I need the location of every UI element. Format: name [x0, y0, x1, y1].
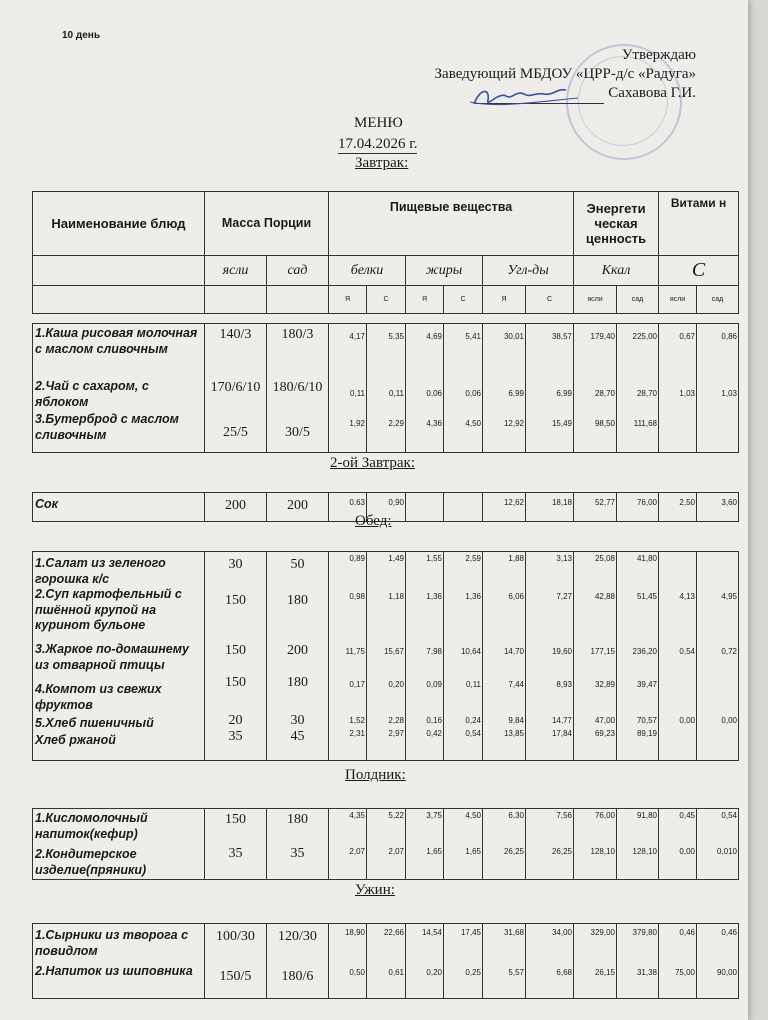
nutrient-value: 5,35 [388, 332, 404, 341]
nutrient-value: 0,010 [716, 847, 737, 856]
portion-yasli: 35 [228, 846, 243, 861]
nutrient-value: 1,18 [388, 592, 404, 601]
portion-yasli: 150/5 [219, 969, 252, 984]
col-1 [205, 493, 267, 522]
nutrient-value: 0,72 [721, 647, 737, 656]
nutrient-value: 75,00 [674, 968, 695, 977]
nutrient-value: 0,00 [721, 716, 737, 725]
col-6 [444, 809, 483, 880]
nutrient-value: 128,10 [632, 847, 657, 856]
nutrient-value: 0,11 [350, 389, 365, 398]
nutrient-value: 2,50 [679, 498, 695, 507]
nutrient-value: 34,00 [551, 928, 572, 937]
nutrient-value: 0,86 [721, 332, 737, 341]
meal-table-4 [32, 923, 739, 999]
header-belki: белки [329, 256, 406, 286]
nutrient-value: 3,60 [721, 498, 737, 507]
nutrient-value: 0,50 [349, 968, 365, 977]
menu-title: МЕНЮ [354, 115, 403, 131]
approve-line-3: Сахавова Г.И. [608, 85, 696, 101]
nutrient-value: 22,66 [383, 928, 404, 937]
nutrient-value: 39,47 [636, 680, 657, 689]
dish-name: 5.Хлеб пшеничный [35, 716, 154, 730]
header-empty [33, 256, 205, 286]
nutrient-value: 6,30 [508, 811, 524, 820]
col-9 [574, 493, 617, 522]
col-0 [33, 324, 205, 453]
nutrient-value: 4,50 [465, 811, 481, 820]
nutrient-value: 2,28 [388, 716, 404, 725]
col-1 [205, 324, 267, 453]
dish-name: 2.Суп картофельный с пшённой крупой на куриноm бульоне [35, 587, 182, 632]
handwritten-signature [466, 82, 586, 112]
nutrient-value: 0,06 [426, 389, 442, 398]
header-ugl-s: С [526, 286, 574, 314]
nutrient-value: 76,00 [636, 498, 657, 507]
portion-sad: 200 [287, 498, 308, 513]
nutrient-value: 4,36 [426, 419, 442, 428]
table-row [33, 924, 739, 999]
nutrient-value: 329,00 [590, 928, 615, 937]
col-8 [526, 924, 574, 999]
portion-yasli: 35 [228, 729, 243, 744]
nutrient-value: 4,95 [721, 592, 737, 601]
col-4 [367, 924, 406, 999]
nutrient-value: 28,70 [594, 389, 615, 398]
portion-sad: 180/3 [281, 327, 314, 342]
nutrient-value: 1,03 [679, 389, 695, 398]
approve-line-1: Утверждаю [621, 47, 696, 63]
nutrient-value: 0,90 [388, 498, 404, 507]
portion-sad: 180 [287, 812, 308, 827]
portion-sad: 45 [290, 729, 305, 744]
table-row [33, 809, 739, 880]
nutrient-value: 89,19 [636, 729, 657, 738]
header-belki-s: С [367, 286, 406, 314]
portion-yasli: 150 [225, 593, 246, 608]
nutrient-value: 98,50 [594, 419, 615, 428]
nutrient-value: 2,07 [388, 847, 404, 856]
portion-yasli: 100/30 [216, 929, 255, 944]
col-12 [697, 552, 739, 761]
nutrient-value: 7,98 [426, 647, 442, 656]
portion-yasli: 200 [225, 498, 246, 513]
dish-name: 3.Жаркое по-домашнему из отварной птицы [35, 642, 189, 672]
portion-yasli: 140/3 [219, 327, 252, 342]
col-9 [574, 552, 617, 761]
dish-name: 1.Кисломолочный напиток(кефир) [35, 811, 148, 841]
nutrient-value: 1,52 [349, 716, 365, 725]
nutrient-value: 0,67 [679, 332, 695, 341]
menu-date: 17.04.2026 г. [338, 136, 418, 152]
nutrient-value: 4,17 [349, 332, 365, 341]
portion-sad: 50 [290, 557, 305, 572]
col-7 [483, 809, 526, 880]
nutrient-value: 225,00 [632, 332, 657, 341]
header-vitamins: Витами н [659, 192, 739, 256]
nutrient-value: 0,00 [679, 847, 695, 856]
nutrient-value: 0,54 [721, 811, 737, 820]
nutrient-value: 4,13 [679, 592, 695, 601]
nutrient-value: 1,88 [508, 554, 524, 563]
header-name: Наименование блюд [33, 192, 205, 256]
nutrient-value: 18,18 [551, 498, 572, 507]
nutrient-value: 52,77 [594, 498, 615, 507]
nutrient-value: 8,93 [556, 680, 572, 689]
col-11 [659, 552, 697, 761]
nutrient-value: 14,54 [421, 928, 442, 937]
nutrient-value: 1,36 [465, 592, 481, 601]
nutrient-value: 0,17 [349, 680, 365, 689]
nutrient-value: 76,00 [594, 811, 615, 820]
meal-title-4: Ужин: [355, 882, 395, 898]
portion-yasli: 20 [228, 713, 243, 728]
nutrient-value: 1,55 [426, 554, 442, 563]
nutrient-value: 5,22 [388, 811, 404, 820]
col-11 [659, 924, 697, 999]
portion-yasli: 150 [225, 643, 246, 658]
nutrient-value: 177,15 [590, 647, 615, 656]
day-label: 10 день [62, 30, 100, 41]
col-7 [483, 324, 526, 453]
col-5 [406, 552, 444, 761]
dish-name: 1.Каша рисовая молочная с маслом сливочным [35, 326, 198, 356]
portion-sad: 30 [290, 713, 305, 728]
meal-title-0: Завтрак: [355, 155, 409, 171]
nutrient-value: 128,10 [590, 847, 615, 856]
col-5 [406, 493, 444, 522]
col-6 [444, 493, 483, 522]
nutrient-value: 42,88 [594, 592, 615, 601]
portion-yasli: 150 [225, 812, 246, 827]
nutrient-value: 0,24 [465, 716, 481, 725]
col-1 [205, 924, 267, 999]
portion-yasli: 25/5 [223, 425, 248, 440]
portion-sad: 180/6/10 [272, 380, 323, 395]
header-empty-3 [205, 286, 267, 314]
nutrient-value: 7,56 [556, 811, 572, 820]
nutrient-value: 0,09 [426, 680, 442, 689]
header-energy: Энергети ческая ценность [574, 192, 659, 256]
col-0 [33, 493, 205, 522]
col-4 [367, 552, 406, 761]
nutrient-value: 19,60 [551, 647, 572, 656]
header-kcal-sad: сад [617, 286, 659, 314]
nutrient-value: 4,50 [465, 419, 481, 428]
nutrient-value: 26,25 [503, 847, 524, 856]
portion-sad: 30/5 [285, 425, 310, 440]
nutrient-value: 26,25 [551, 847, 572, 856]
nutrient-value: 26,15 [594, 968, 615, 977]
col-12 [697, 809, 739, 880]
nutrient-value: 90,00 [716, 968, 737, 977]
portion-yasli: 150 [225, 675, 246, 690]
portion-yasli: 170/6/10 [210, 380, 261, 395]
col-5 [406, 809, 444, 880]
meal-title-2: Обед: [355, 513, 392, 529]
col-5 [406, 324, 444, 453]
nutrient-value: 0,46 [721, 928, 737, 937]
dish-name: 2.Напиток из шиповника [35, 964, 193, 978]
col-4 [367, 324, 406, 453]
nutrient-value: 0,25 [465, 968, 481, 977]
nutrient-value: 0,00 [679, 716, 695, 725]
nutrient-value: 0,46 [679, 928, 695, 937]
table-row [33, 324, 739, 453]
nutrient-value: 3,13 [556, 554, 572, 563]
header-yasli: ясли [205, 256, 267, 286]
dish-name: Сок [35, 497, 58, 511]
nutrient-value: 12,62 [503, 498, 524, 507]
nutrient-value: 17,45 [460, 928, 481, 937]
header-zhiry-s: С [444, 286, 483, 314]
col-0 [33, 552, 205, 761]
col-7 [483, 552, 526, 761]
header-mass: Масса Порции [205, 192, 329, 256]
meal-table-0 [32, 323, 739, 453]
nutrient-value: 111,68 [633, 419, 657, 428]
col-1 [205, 552, 267, 761]
nutrient-value: 13,85 [503, 729, 524, 738]
header-belki-ya: Я [329, 286, 367, 314]
nutrient-value: 31,38 [636, 968, 657, 977]
col-3 [329, 809, 367, 880]
nutrient-value: 14,70 [503, 647, 524, 656]
nutrient-value: 7,27 [556, 592, 572, 601]
col-2 [267, 493, 329, 522]
nutrient-value: 0,61 [388, 968, 404, 977]
col-8 [526, 809, 574, 880]
col-6 [444, 324, 483, 453]
col-10 [617, 324, 659, 453]
col-8 [526, 324, 574, 453]
nutrient-value: 28,70 [636, 389, 657, 398]
nutrient-value: 1,03 [721, 389, 737, 398]
nutrient-value: 3,75 [426, 811, 442, 820]
approve-line-2: Заведующий МБДОУ «ЦРР-д/с «Радуга» [434, 66, 696, 82]
meal-title-3: Полдник: [345, 767, 406, 783]
portion-sad: 180/6 [281, 969, 314, 984]
nutrient-value: 1,49 [388, 554, 404, 563]
nutrient-value: 41,80 [636, 554, 657, 563]
nutrient-value: 0,54 [679, 647, 695, 656]
header-kcal: Ккал [574, 256, 659, 286]
nutrient-value: 0,16 [426, 716, 442, 725]
dish-name: 2.Кондитерское изделие(пряники) [35, 847, 147, 877]
header-empty-2 [33, 286, 205, 314]
header-c-sad: сад [697, 286, 739, 314]
nutrient-value: 14,77 [551, 716, 572, 725]
header-empty-4 [267, 286, 329, 314]
nutrient-value: 0,63 [349, 498, 365, 507]
col-9 [574, 809, 617, 880]
nutrient-value: 0,54 [465, 729, 481, 738]
nutrient-value: 2,59 [465, 554, 481, 563]
nutrient-value: 0,98 [349, 592, 365, 601]
table-row [33, 552, 739, 761]
header-c-yasli: ясли [659, 286, 697, 314]
header-zhiry: жиры [406, 256, 483, 286]
nutrient-value: 30,01 [503, 332, 524, 341]
col-0 [33, 809, 205, 880]
col-9 [574, 924, 617, 999]
col-11 [659, 493, 697, 522]
header-zhiry-ya: Я [406, 286, 444, 314]
col-12 [697, 924, 739, 999]
col-3 [329, 552, 367, 761]
meal-table-3 [32, 808, 739, 880]
col-10 [617, 809, 659, 880]
nutrient-value: 6,99 [508, 389, 524, 398]
nutrient-value: 6,99 [556, 389, 572, 398]
nutrient-value: 47,00 [594, 716, 615, 725]
header-ugl: Угл-ды [483, 256, 574, 286]
portion-sad: 180 [287, 593, 308, 608]
dish-name: Хлеб ржаной [35, 733, 116, 747]
nutrient-value: 4,69 [426, 332, 442, 341]
dish-name: 1.Сырники из творога с повидлом [35, 928, 189, 958]
nutrient-value: 38,57 [551, 332, 572, 341]
nutrient-value: 5,41 [465, 332, 481, 341]
dish-name: 1.Салат из зеленого горошка к/с [35, 556, 166, 586]
portion-sad: 200 [287, 643, 308, 658]
col-4 [367, 809, 406, 880]
nutrient-value: 7,44 [508, 680, 524, 689]
col-8 [526, 552, 574, 761]
nutrient-value: 5,57 [508, 968, 524, 977]
nutrient-value: 2,97 [388, 729, 404, 738]
nutrient-value: 11,75 [345, 647, 365, 656]
nutrient-value: 6,06 [508, 592, 524, 601]
portion-sad: 180 [287, 675, 308, 690]
portion-sad: 120/30 [278, 929, 317, 944]
col-11 [659, 809, 697, 880]
dish-name: 4.Компот из свежих фруктов [35, 682, 162, 712]
nutrient-value: 17,84 [551, 729, 572, 738]
col-2 [267, 924, 329, 999]
nutrient-value: 0,20 [388, 680, 404, 689]
nutrient-value: 0,11 [466, 680, 481, 689]
header-kcal-yasli: ясли [574, 286, 617, 314]
nutrient-value: 179,40 [590, 332, 615, 341]
col-8 [526, 493, 574, 522]
nutrient-value: 2,29 [388, 419, 404, 428]
nutrient-value: 1,65 [426, 847, 442, 856]
nutrient-value: 4,35 [349, 811, 365, 820]
nutrient-value: 25,08 [594, 554, 615, 563]
col-2 [267, 324, 329, 453]
dish-name: 2.Чай с сахаром, с яблоком [35, 379, 149, 409]
nutrient-value: 0,20 [426, 968, 442, 977]
header-nutrients: Пищевые вещества [329, 192, 574, 256]
col-2 [267, 809, 329, 880]
col-2 [267, 552, 329, 761]
header-ugl-ya: Я [483, 286, 526, 314]
nutrient-value: 0,06 [465, 389, 481, 398]
menu-header-table [32, 191, 739, 314]
nutrient-value: 15,67 [383, 647, 404, 656]
col-6 [444, 552, 483, 761]
col-3 [329, 324, 367, 453]
col-10 [617, 552, 659, 761]
col-6 [444, 924, 483, 999]
nutrient-value: 18,90 [344, 928, 365, 937]
nutrient-value: 379,80 [632, 928, 657, 937]
nutrient-value: 0,45 [679, 811, 695, 820]
nutrient-value: 70,57 [636, 716, 657, 725]
nutrient-value: 10,64 [460, 647, 481, 656]
nutrient-value: 2,31 [349, 729, 365, 738]
col-3 [329, 924, 367, 999]
col-12 [697, 493, 739, 522]
nutrient-value: 12,92 [503, 419, 524, 428]
nutrient-value: 69,23 [594, 729, 615, 738]
header-sad: сад [267, 256, 329, 286]
col-7 [483, 924, 526, 999]
col-9 [574, 324, 617, 453]
portion-yasli: 30 [228, 557, 243, 572]
nutrient-value: 0,11 [389, 389, 404, 398]
nutrient-value: 0,42 [426, 729, 442, 738]
nutrient-value: 32,89 [594, 680, 615, 689]
col-5 [406, 924, 444, 999]
col-7 [483, 493, 526, 522]
nutrient-value: 6,68 [556, 968, 572, 977]
col-1 [205, 809, 267, 880]
col-10 [617, 924, 659, 999]
nutrient-value: 0,89 [349, 554, 365, 563]
nutrient-value: 1,92 [349, 419, 365, 428]
col-12 [697, 324, 739, 453]
meal-table-2 [32, 551, 739, 761]
header-c: С [659, 256, 739, 286]
nutrient-value: 1,65 [465, 847, 481, 856]
nutrient-value: 91,80 [636, 811, 657, 820]
nutrient-value: 236,20 [632, 647, 657, 656]
nutrient-value: 15,49 [551, 419, 572, 428]
col-11 [659, 324, 697, 453]
nutrient-value: 31,68 [503, 928, 524, 937]
nutrient-value: 9,84 [508, 716, 524, 725]
nutrient-value: 1,36 [426, 592, 442, 601]
dish-name: 3.Бутерброд с маслом сливочным [35, 412, 179, 442]
col-10 [617, 493, 659, 522]
nutrient-value: 51,45 [636, 592, 657, 601]
nutrient-value: 2,07 [349, 847, 365, 856]
portion-sad: 35 [290, 846, 305, 861]
col-0 [33, 924, 205, 999]
meal-title-1: 2-ой Завтрак: [330, 455, 416, 471]
